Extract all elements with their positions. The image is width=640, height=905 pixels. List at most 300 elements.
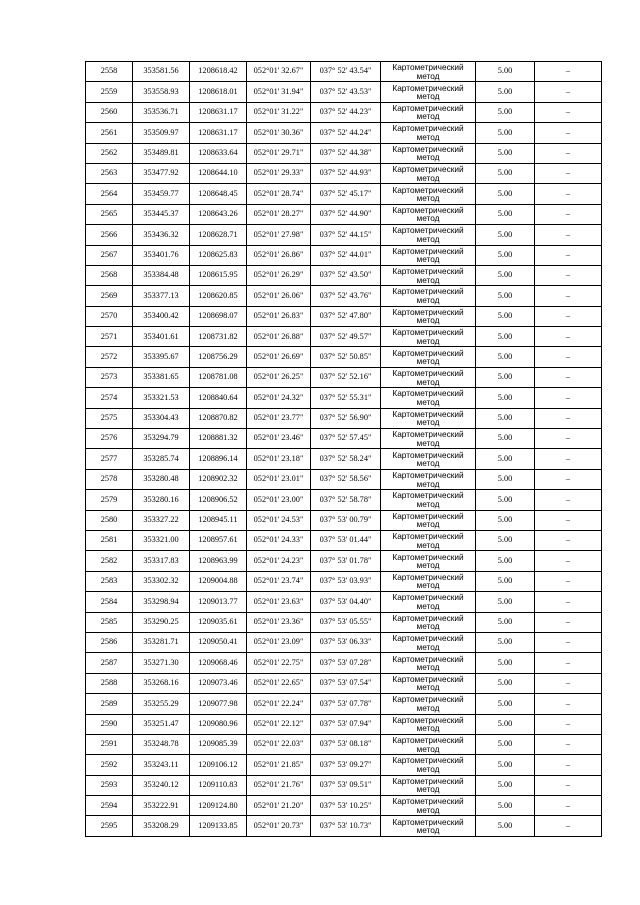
accuracy-cell: 5.00 xyxy=(476,347,535,367)
y-coordinate-cell: 1208644.10 xyxy=(190,163,247,183)
y-coordinate-cell: 1209106.12 xyxy=(190,755,247,775)
method-line-2: метод xyxy=(416,396,440,407)
x-coordinate-cell: 353298.94 xyxy=(133,592,190,612)
method-line-2: метод xyxy=(416,294,440,305)
method-cell xyxy=(381,347,476,367)
latitude-cell: 052°01' 21.20" xyxy=(247,796,311,816)
longitude-cell: 037° 53' 07.78" xyxy=(311,694,381,714)
point-number-cell: 2578 xyxy=(86,469,133,489)
accuracy-cell: 5.00 xyxy=(476,592,535,612)
x-coordinate-cell: 353401.61 xyxy=(133,327,190,347)
longitude-cell: 037° 52' 44.24" xyxy=(311,123,381,143)
method-line-2: метод xyxy=(416,519,440,530)
method-line-1: Картометрический xyxy=(392,531,464,542)
y-coordinate-cell: 1208618.42 xyxy=(190,62,247,82)
method-cell xyxy=(381,388,476,408)
accuracy-cell: 5.00 xyxy=(476,653,535,673)
table-row xyxy=(86,306,602,326)
accuracy-cell: 5.00 xyxy=(476,143,535,163)
table-row xyxy=(86,82,602,102)
longitude-cell: 037° 52' 44.93" xyxy=(311,163,381,183)
accuracy-cell: 5.00 xyxy=(476,388,535,408)
longitude-cell: 037° 52' 52.16" xyxy=(311,367,381,387)
method-line-1: Картометрический xyxy=(392,82,464,93)
x-coordinate-cell: 353477.92 xyxy=(133,163,190,183)
latitude-cell: 052°01' 26.88" xyxy=(247,327,311,347)
accuracy-cell: 5.00 xyxy=(476,734,535,754)
method-cell xyxy=(381,225,476,245)
method-line-1: Картометрический xyxy=(392,775,464,786)
note-cell: – xyxy=(535,775,602,795)
note-cell: – xyxy=(535,204,602,224)
method-line-1: Картометрический xyxy=(392,306,464,317)
x-coordinate-cell: 353381.65 xyxy=(133,367,190,387)
note-cell: – xyxy=(535,388,602,408)
note-cell: – xyxy=(535,245,602,265)
point-number-cell: 2590 xyxy=(86,714,133,734)
point-number-cell: 2588 xyxy=(86,673,133,693)
y-coordinate-cell: 1208618.01 xyxy=(190,82,247,102)
method-line-1: Картометрический xyxy=(392,62,464,73)
point-number-cell: 2595 xyxy=(86,816,133,836)
table-row xyxy=(86,816,602,836)
method-cell xyxy=(381,286,476,306)
method-cell xyxy=(381,694,476,714)
longitude-cell: 037° 53' 10.25" xyxy=(311,796,381,816)
coordinates-table xyxy=(85,61,602,837)
longitude-cell: 037° 52' 43.53" xyxy=(311,82,381,102)
method-cell xyxy=(381,449,476,469)
method-line-2: метод xyxy=(416,315,440,326)
latitude-cell: 052°01' 26.06" xyxy=(247,286,311,306)
x-coordinate-cell: 353271.30 xyxy=(133,653,190,673)
longitude-cell: 037° 52' 44.23" xyxy=(311,102,381,122)
latitude-cell: 052°01' 24.53" xyxy=(247,510,311,530)
method-line-2: метод xyxy=(416,213,440,224)
accuracy-cell: 5.00 xyxy=(476,469,535,489)
point-number-cell: 2585 xyxy=(86,612,133,632)
note-cell: – xyxy=(535,62,602,82)
note-cell: – xyxy=(535,592,602,612)
table-row xyxy=(86,796,602,816)
x-coordinate-cell: 353317.83 xyxy=(133,551,190,571)
method-line-2: метод xyxy=(416,254,440,265)
method-line-1: Картометрический xyxy=(392,266,464,277)
method-line-2: метод xyxy=(416,621,440,632)
x-coordinate-cell: 353509.97 xyxy=(133,123,190,143)
y-coordinate-cell: 1209068.46 xyxy=(190,653,247,673)
y-coordinate-cell: 1208870.82 xyxy=(190,408,247,428)
method-line-1: Картометрический xyxy=(392,673,464,684)
point-number-cell: 2559 xyxy=(86,82,133,102)
note-cell: – xyxy=(535,286,602,306)
latitude-cell: 052°01' 26.69" xyxy=(247,347,311,367)
longitude-cell: 037° 52' 44.15" xyxy=(311,225,381,245)
latitude-cell: 052°01' 22.03" xyxy=(247,734,311,754)
table-row xyxy=(86,653,602,673)
latitude-cell: 052°01' 31.22" xyxy=(247,102,311,122)
note-cell: – xyxy=(535,694,602,714)
table-row xyxy=(86,245,602,265)
y-coordinate-cell: 1208896.14 xyxy=(190,449,247,469)
latitude-cell: 052°01' 23.63" xyxy=(247,592,311,612)
accuracy-cell: 5.00 xyxy=(476,530,535,550)
note-cell: – xyxy=(535,184,602,204)
method-line-1: Картометрический xyxy=(392,735,464,746)
y-coordinate-cell: 1208620.85 xyxy=(190,286,247,306)
x-coordinate-cell: 353321.53 xyxy=(133,388,190,408)
point-number-cell: 2560 xyxy=(86,102,133,122)
point-number-cell: 2594 xyxy=(86,796,133,816)
longitude-cell: 037° 53' 00.79" xyxy=(311,510,381,530)
accuracy-cell: 5.00 xyxy=(476,571,535,591)
x-coordinate-cell: 353240.12 xyxy=(133,775,190,795)
method-line-2: метод xyxy=(416,193,440,204)
note-cell: – xyxy=(535,530,602,550)
method-line-2: метод xyxy=(416,131,440,142)
method-line-2: метод xyxy=(416,804,440,815)
method-cell xyxy=(381,102,476,122)
latitude-cell: 052°01' 32.67" xyxy=(247,62,311,82)
x-coordinate-cell: 353327.22 xyxy=(133,510,190,530)
table-row xyxy=(86,673,602,693)
table-row xyxy=(86,388,602,408)
y-coordinate-cell: 1208625.83 xyxy=(190,245,247,265)
latitude-cell: 052°01' 22.24" xyxy=(247,694,311,714)
y-coordinate-cell: 1208731.82 xyxy=(190,327,247,347)
point-number-cell: 2582 xyxy=(86,551,133,571)
table-body xyxy=(86,62,602,837)
latitude-cell: 052°01' 23.00" xyxy=(247,490,311,510)
point-number-cell: 2568 xyxy=(86,265,133,285)
accuracy-cell: 5.00 xyxy=(476,490,535,510)
point-number-cell: 2570 xyxy=(86,306,133,326)
accuracy-cell: 5.00 xyxy=(476,163,535,183)
method-cell xyxy=(381,306,476,326)
latitude-cell: 052°01' 20.73" xyxy=(247,816,311,836)
table-row xyxy=(86,347,602,367)
longitude-cell: 037° 52' 43.76" xyxy=(311,286,381,306)
y-coordinate-cell: 1208881.32 xyxy=(190,429,247,449)
y-coordinate-cell: 1208631.17 xyxy=(190,102,247,122)
point-number-cell: 2577 xyxy=(86,449,133,469)
method-line-2: метод xyxy=(416,784,440,795)
x-coordinate-cell: 353222.91 xyxy=(133,796,190,816)
method-cell xyxy=(381,734,476,754)
x-coordinate-cell: 353294.79 xyxy=(133,429,190,449)
point-number-cell: 2593 xyxy=(86,775,133,795)
table-row xyxy=(86,755,602,775)
accuracy-cell: 5.00 xyxy=(476,367,535,387)
latitude-cell: 052°01' 22.75" xyxy=(247,653,311,673)
method-line-2: метод xyxy=(416,825,440,836)
table-row xyxy=(86,123,602,143)
note-cell: – xyxy=(535,143,602,163)
note-cell: – xyxy=(535,408,602,428)
longitude-cell: 037° 53' 07.94" xyxy=(311,714,381,734)
point-number-cell: 2575 xyxy=(86,408,133,428)
table-row xyxy=(86,286,602,306)
y-coordinate-cell: 1208781.08 xyxy=(190,367,247,387)
method-line-1: Картометрический xyxy=(392,633,464,644)
latitude-cell: 052°01' 26.25" xyxy=(247,367,311,387)
y-coordinate-cell: 1209085.39 xyxy=(190,734,247,754)
x-coordinate-cell: 353384.48 xyxy=(133,265,190,285)
method-line-1: Картометрический xyxy=(392,653,464,664)
point-number-cell: 2580 xyxy=(86,510,133,530)
accuracy-cell: 5.00 xyxy=(476,306,535,326)
method-line-1: Картометрический xyxy=(392,102,464,113)
method-line-1: Картометрический xyxy=(392,490,464,501)
method-cell xyxy=(381,490,476,510)
method-cell xyxy=(381,530,476,550)
longitude-cell: 037° 53' 03.93" xyxy=(311,571,381,591)
longitude-cell: 037° 53' 01.78" xyxy=(311,551,381,571)
method-line-1: Картометрический xyxy=(392,204,464,215)
accuracy-cell: 5.00 xyxy=(476,714,535,734)
method-line-2: метод xyxy=(416,702,440,713)
longitude-cell: 037° 52' 44.01" xyxy=(311,245,381,265)
accuracy-cell: 5.00 xyxy=(476,510,535,530)
table-row xyxy=(86,694,602,714)
method-line-2: метод xyxy=(416,437,440,448)
note-cell: – xyxy=(535,571,602,591)
method-line-2: метод xyxy=(416,763,440,774)
table-row xyxy=(86,632,602,652)
method-cell xyxy=(381,408,476,428)
method-cell xyxy=(381,796,476,816)
method-line-2: метод xyxy=(416,376,440,387)
note-cell: – xyxy=(535,225,602,245)
method-line-1: Картометрический xyxy=(392,592,464,603)
longitude-cell: 037° 53' 06.33" xyxy=(311,632,381,652)
x-coordinate-cell: 353251.47 xyxy=(133,714,190,734)
method-line-1: Картометрический xyxy=(392,796,464,807)
method-line-2: метод xyxy=(416,274,440,285)
method-cell xyxy=(381,367,476,387)
accuracy-cell: 5.00 xyxy=(476,551,535,571)
y-coordinate-cell: 1208840.64 xyxy=(190,388,247,408)
y-coordinate-cell: 1208906.52 xyxy=(190,490,247,510)
y-coordinate-cell: 1209133.85 xyxy=(190,816,247,836)
method-line-1: Картометрический xyxy=(392,714,464,725)
point-number-cell: 2587 xyxy=(86,653,133,673)
method-cell xyxy=(381,327,476,347)
longitude-cell: 037° 53' 09.51" xyxy=(311,775,381,795)
method-cell xyxy=(381,265,476,285)
method-line-1: Картометрический xyxy=(392,388,464,399)
longitude-cell: 037° 52' 45.17" xyxy=(311,184,381,204)
method-line-2: метод xyxy=(416,580,440,591)
note-cell: – xyxy=(535,265,602,285)
x-coordinate-cell: 353400.42 xyxy=(133,306,190,326)
accuracy-cell: 5.00 xyxy=(476,673,535,693)
point-number-cell: 2592 xyxy=(86,755,133,775)
table-row xyxy=(86,367,602,387)
y-coordinate-cell: 1208631.17 xyxy=(190,123,247,143)
y-coordinate-cell: 1208945.11 xyxy=(190,510,247,530)
accuracy-cell: 5.00 xyxy=(476,82,535,102)
x-coordinate-cell: 353280.48 xyxy=(133,469,190,489)
table-row xyxy=(86,714,602,734)
point-number-cell: 2571 xyxy=(86,327,133,347)
table-row xyxy=(86,510,602,530)
note-cell: – xyxy=(535,306,602,326)
accuracy-cell: 5.00 xyxy=(476,184,535,204)
point-number-cell: 2591 xyxy=(86,734,133,754)
accuracy-cell: 5.00 xyxy=(476,408,535,428)
latitude-cell: 052°01' 28.74" xyxy=(247,184,311,204)
longitude-cell: 037° 52' 56.90" xyxy=(311,408,381,428)
latitude-cell: 052°01' 31.94" xyxy=(247,82,311,102)
accuracy-cell: 5.00 xyxy=(476,204,535,224)
y-coordinate-cell: 1208615.95 xyxy=(190,265,247,285)
x-coordinate-cell: 353248.78 xyxy=(133,734,190,754)
method-cell xyxy=(381,510,476,530)
table-row xyxy=(86,469,602,489)
method-cell xyxy=(381,571,476,591)
note-cell: – xyxy=(535,632,602,652)
x-coordinate-cell: 353321.00 xyxy=(133,530,190,550)
method-line-2: метод xyxy=(416,662,440,673)
note-cell: – xyxy=(535,367,602,387)
accuracy-cell: 5.00 xyxy=(476,286,535,306)
method-line-2: метод xyxy=(416,641,440,652)
method-cell xyxy=(381,551,476,571)
method-line-1: Картометрический xyxy=(392,408,464,419)
point-number-cell: 2569 xyxy=(86,286,133,306)
table-row xyxy=(86,408,602,428)
note-cell: – xyxy=(535,347,602,367)
longitude-cell: 037° 53' 04.40" xyxy=(311,592,381,612)
y-coordinate-cell: 1208648.45 xyxy=(190,184,247,204)
method-line-1: Картометрический xyxy=(392,510,464,521)
accuracy-cell: 5.00 xyxy=(476,429,535,449)
point-number-cell: 2564 xyxy=(86,184,133,204)
method-line-2: метод xyxy=(416,70,440,81)
note-cell: – xyxy=(535,490,602,510)
longitude-cell: 037° 52' 43.50" xyxy=(311,265,381,285)
method-line-2: метод xyxy=(416,152,440,163)
x-coordinate-cell: 353285.74 xyxy=(133,449,190,469)
latitude-cell: 052°01' 29.71" xyxy=(247,143,311,163)
accuracy-cell: 5.00 xyxy=(476,225,535,245)
method-line-2: метод xyxy=(416,111,440,122)
table-row xyxy=(86,734,602,754)
table-row xyxy=(86,204,602,224)
x-coordinate-cell: 353459.77 xyxy=(133,184,190,204)
point-number-cell: 2573 xyxy=(86,367,133,387)
longitude-cell: 037° 52' 44.38" xyxy=(311,143,381,163)
point-number-cell: 2586 xyxy=(86,632,133,652)
note-cell: – xyxy=(535,796,602,816)
note-cell: – xyxy=(535,755,602,775)
table-row xyxy=(86,429,602,449)
accuracy-cell: 5.00 xyxy=(476,796,535,816)
note-cell: – xyxy=(535,714,602,734)
note-cell: – xyxy=(535,653,602,673)
longitude-cell: 037° 53' 07.54" xyxy=(311,673,381,693)
note-cell: – xyxy=(535,551,602,571)
method-cell xyxy=(381,775,476,795)
latitude-cell: 052°01' 23.36" xyxy=(247,612,311,632)
accuracy-cell: 5.00 xyxy=(476,123,535,143)
y-coordinate-cell: 1208756.29 xyxy=(190,347,247,367)
table-row xyxy=(86,490,602,510)
latitude-cell: 052°01' 24.32" xyxy=(247,388,311,408)
latitude-cell: 052°01' 23.18" xyxy=(247,449,311,469)
method-line-2: метод xyxy=(416,91,440,102)
longitude-cell: 037° 53' 05.55" xyxy=(311,612,381,632)
point-number-cell: 2565 xyxy=(86,204,133,224)
method-cell xyxy=(381,204,476,224)
note-cell: – xyxy=(535,612,602,632)
x-coordinate-cell: 353208.29 xyxy=(133,816,190,836)
latitude-cell: 052°01' 26.83" xyxy=(247,306,311,326)
method-line-2: метод xyxy=(416,417,440,428)
method-cell xyxy=(381,429,476,449)
longitude-cell: 037° 52' 58.56" xyxy=(311,469,381,489)
method-line-1: Картометрический xyxy=(392,245,464,256)
accuracy-cell: 5.00 xyxy=(476,327,535,347)
method-line-1: Картометрический xyxy=(392,470,464,480)
x-coordinate-cell: 353445.37 xyxy=(133,204,190,224)
table-row xyxy=(86,225,602,245)
longitude-cell: 037° 52' 55.31" xyxy=(311,388,381,408)
latitude-cell: 052°01' 23.77" xyxy=(247,408,311,428)
method-line-2: метод xyxy=(416,233,440,244)
accuracy-cell: 5.00 xyxy=(476,612,535,632)
method-line-2: метод xyxy=(416,356,440,367)
latitude-cell: 052°01' 21.76" xyxy=(247,775,311,795)
latitude-cell: 052°01' 24.33" xyxy=(247,530,311,550)
x-coordinate-cell: 353436.32 xyxy=(133,225,190,245)
y-coordinate-cell: 1209080.96 xyxy=(190,714,247,734)
method-line-1: Картометрический xyxy=(392,123,464,134)
table-row xyxy=(86,163,602,183)
y-coordinate-cell: 1208957.61 xyxy=(190,530,247,550)
table-row xyxy=(86,571,602,591)
latitude-cell: 052°01' 29.33" xyxy=(247,163,311,183)
method-line-2: метод xyxy=(416,539,440,550)
x-coordinate-cell: 353280.16 xyxy=(133,490,190,510)
accuracy-cell: 5.00 xyxy=(476,694,535,714)
method-line-1: Картометрический xyxy=(392,694,464,705)
y-coordinate-cell: 1209035.61 xyxy=(190,612,247,632)
note-cell: – xyxy=(535,449,602,469)
longitude-cell: 037° 52' 50.85" xyxy=(311,347,381,367)
table-row xyxy=(86,265,602,285)
method-cell xyxy=(381,62,476,82)
longitude-cell: 037° 53' 10.73" xyxy=(311,816,381,836)
latitude-cell: 052°01' 27.98" xyxy=(247,225,311,245)
longitude-cell: 037° 53' 01.44" xyxy=(311,530,381,550)
method-line-1: Картометрический xyxy=(392,286,464,297)
y-coordinate-cell: 1208628.71 xyxy=(190,225,247,245)
method-line-1: Картометрический xyxy=(392,571,464,582)
point-number-cell: 2579 xyxy=(86,490,133,510)
method-line-2: метод xyxy=(416,478,440,489)
y-coordinate-cell: 1209013.77 xyxy=(190,592,247,612)
point-number-cell: 2576 xyxy=(86,429,133,449)
accuracy-cell: 5.00 xyxy=(476,102,535,122)
note-cell: – xyxy=(535,673,602,693)
accuracy-cell: 5.00 xyxy=(476,449,535,469)
table-row xyxy=(86,327,602,347)
latitude-cell: 052°01' 23.09" xyxy=(247,632,311,652)
method-line-1: Картометрический xyxy=(392,449,464,460)
method-cell xyxy=(381,816,476,836)
